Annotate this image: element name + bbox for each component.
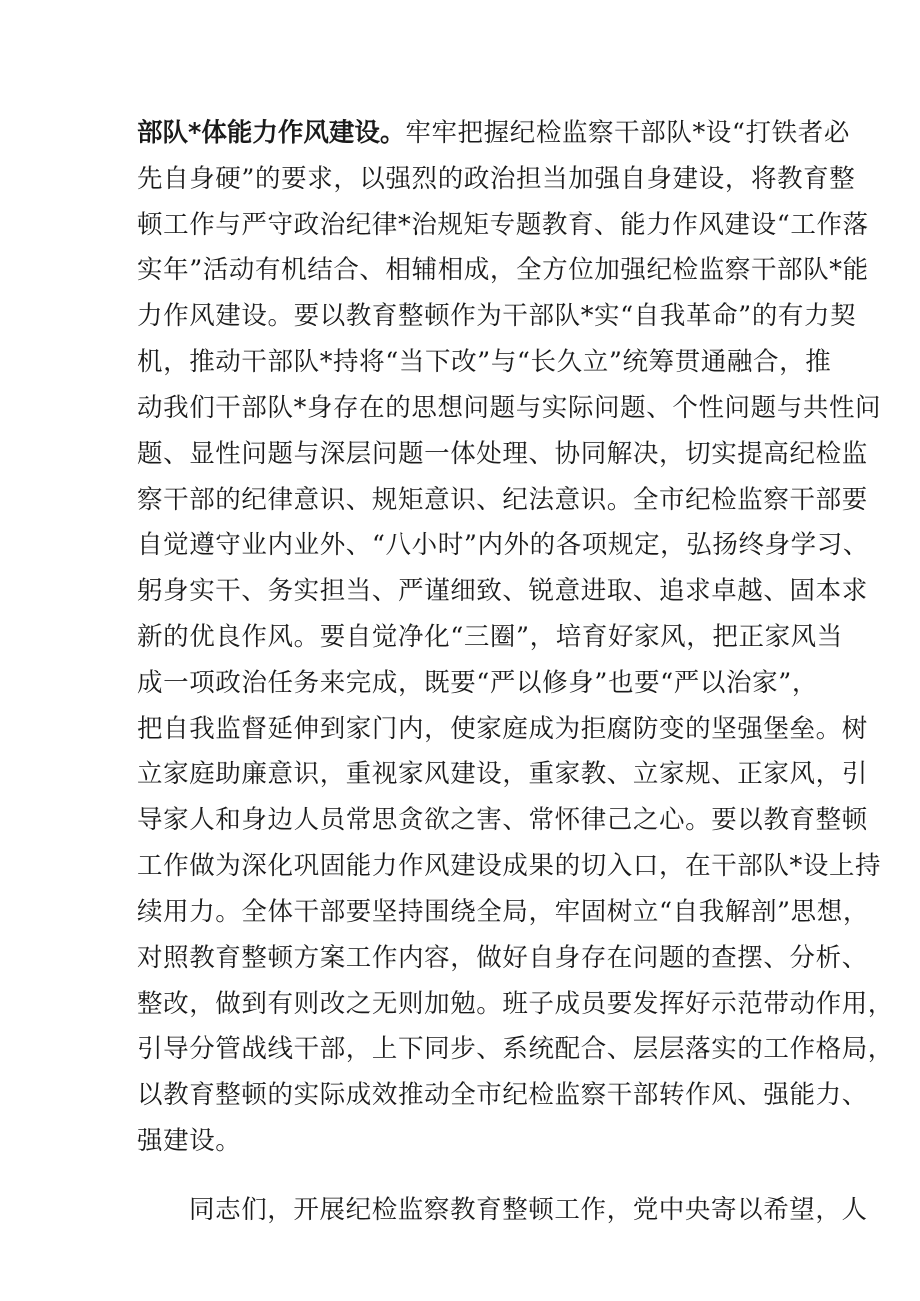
text-line: 以教育整顿的实际成效推动全市纪检监察干部转作风、强能力、	[137, 1080, 868, 1110]
text-line: 力作风建设。要以教育整顿作为干部队*实“自我革命”的有力契	[137, 301, 857, 331]
text-line: 机，推动干部队*持将“当下改”与“长久立”统筹贯通融合，推	[137, 347, 832, 377]
text-line: 导家人和身边人员常思贪欲之害、常怀律己之心。要以教育整顿	[137, 805, 868, 835]
text-line: 先自身硬”的要求，以强烈的政治担当加强自身建设，将教育整	[137, 164, 856, 194]
paragraph-opening-line: 同志们，开展纪检监察教育整顿工作，党中央寄以希望，人	[189, 1195, 868, 1225]
text-line: 成一项政治任务来完成，既要“严以修身”也要“严以治家”，	[137, 668, 818, 698]
text-line: 躬身实干、务实担当、严谨细致、锐意进取、追求卓越、固本求	[137, 576, 868, 606]
text-line: 动我们干部队*身存在的思想问题与实际问题、个性问题与共性问	[137, 393, 882, 423]
text-line: 立家庭助廉意识，重视家风建设，重家教、立家规、正家风，引	[137, 759, 868, 789]
text-line: 实年”活动有机结合、相辅相成，全方位加强纪检监察干部队*能	[137, 255, 869, 285]
text-line: 把自我监督延伸到家门内，使家庭成为拒腐防变的坚强堡垒。树	[137, 714, 868, 744]
text-line: 顿工作与严守政治纪律*治规矩专题教育、能力作风建设“工作落	[137, 210, 869, 240]
text-line: 整改，做到有则改之无则加勉。班子成员要发挥好示范带动作用，	[137, 989, 894, 1019]
text-line: 引导分管战线干部，上下同步、系统配合、层层落实的工作格局，	[137, 1034, 894, 1064]
text-line: 强建设。	[137, 1126, 242, 1156]
text-line: 自觉遵守业内业外、“八小时”内外的各项规定，弘扬终身学习、	[137, 530, 869, 560]
paragraph-lead-heading: 部队*体能力作风建设。	[137, 118, 406, 148]
text-line: 续用力。全体干部要坚持围绕全局，牢固树立“自我解剖”思想，	[137, 897, 869, 927]
text-line: 新的优良作风。要自觉净化“三圈”，培育好家风，把正家风当	[137, 622, 843, 652]
text-line: 察干部的纪律意识、规矩意识、纪法意识。全市纪检监察干部要	[137, 485, 868, 515]
text-line: 对照教育整顿方案工作内容，做好自身存在问题的查摆、分析、	[137, 943, 868, 973]
text-line: 工作做为深化巩固能力作风建设成果的切入口，在干部队*设上持	[137, 851, 882, 881]
text-line	[137, 113, 850, 153]
text-line: 题、显性问题与深层问题一体处理、协同解决，切实提高纪检监	[137, 439, 868, 469]
text-line-content: 牢牢把握纪检监察干部队*设“打铁者必	[405, 118, 850, 148]
